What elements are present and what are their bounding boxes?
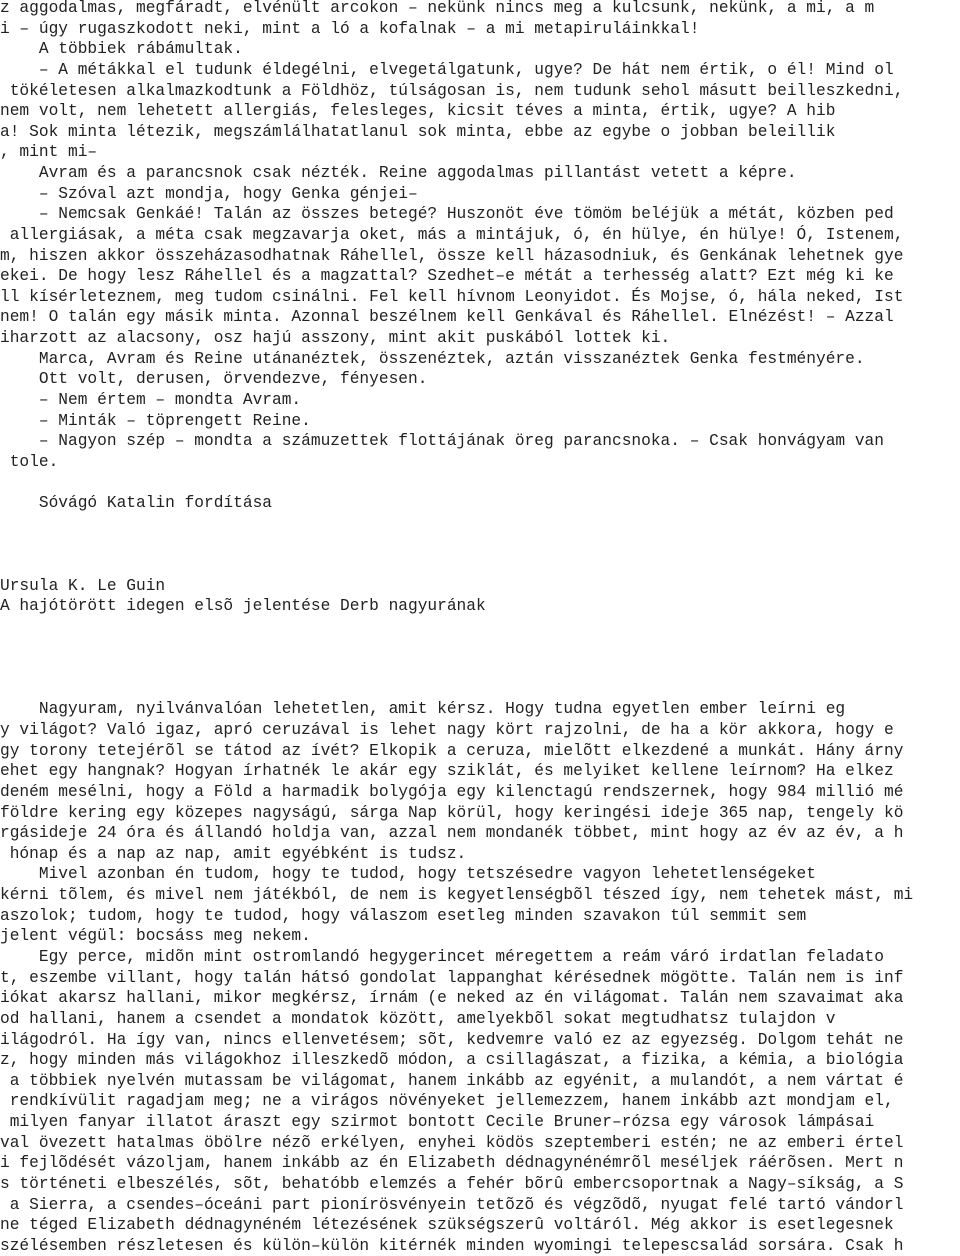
text-line: – Nagyon szép – mondta a számuzettek flottájának öreg parancsnoka. – Csak honvágyam van [0, 432, 884, 450]
text-line: milyen fanyar illatot áraszt egy szirmot bontott Cecile Bruner–rózsa egy városok lámpásai [0, 1113, 875, 1131]
text-line: a Sierra, a csendes–óceáni part pionírösvényein tetõzõ és végzõdõ, nyugat felé tartó vándorl [0, 1196, 904, 1214]
text-line: t, eszembe villant, hogy talán hátsó gondolat lappanghat kérésednek mögötte. Talán nem is inf [0, 969, 904, 987]
text-line: hónap és a nap az nap, amit egyébként is tudsz. [0, 845, 467, 863]
text-line: i fejlõdését vázoljam, hanem inkább az én Elizabeth dédnagynénémrõl meséljek ráérõsen. Mert n [0, 1154, 904, 1172]
text-line: z aggodalmas, megfáradt, elvénült arcokon – nekünk nincs meg a kulcsunk, nekünk, a mi, a m [0, 0, 875, 17]
text-line: ehet egy hangnak? Hogyan írhatnék le akár egy sziklát, és melyiket kellene leírnom? Ha elkez [0, 762, 894, 780]
text-line: Sóvágó Katalin fordítása [0, 494, 272, 512]
text-line: földre kering egy közepes nagyságú, sárga Nap körül, hogy keringési ideje 365 nap, tengely kö [0, 804, 904, 822]
text-line: deném mesélni, hogy a Föld a harmadik bolygója egy kilenctagú rendszernek, hogy 984 millió mé [0, 783, 904, 801]
text-line: , mint mi– [0, 143, 98, 161]
text-line: Egy perce, midõn mint ostromlandó hegygerincet méregettem a reám váró irdatlan feladato [0, 948, 884, 966]
text-line: Mivel azonban én tudom, hogy te tudod, hogy tetszésedre vagyon lehetetlenségeket [0, 865, 816, 883]
text-line: szélésemben részletesen és külön–külön kitérnék minden wyomingi telepescsalád sorsára. Csak h [0, 1237, 904, 1255]
text-line: z, hogy minden más világokhoz illeszkedõ módon, a csillagászat, a fizika, a kémia, a biológia [0, 1051, 904, 1069]
text-line: iharzott az alacsony, osz hajú asszony, mint akit puskából lottek ki. [0, 329, 671, 347]
text-line: a többiek nyelvén mutassam be világomat, hanem inkább az egyénit, a mulandót, a nem vártat é [0, 1072, 904, 1090]
text-line: a! Sok minta létezik, megszámlálhatatlanul sok minta, ebbe az egybe o jobban beleillik [0, 123, 836, 141]
text-line: allergiásak, a méta csak megzavarja oket, más a mintájuk, ó, én hülye, én hülye! Ó, Istenem, [0, 226, 904, 244]
text-line: m, hiszen akkor összeházasodhatnak Ráhellel, össze kell házasodniuk, és Genkának lehetnek gye [0, 247, 904, 265]
text-line: Nagyuram, nyilvánvalóan lehetetlen, amit kérsz. Hogy tudna egyetlen ember leírni eg [0, 700, 846, 718]
text-line: – A métákkal el tudunk éldegélni, elvegetálgatunk, ugye? De hát nem értik, o él! Mind ol [0, 61, 894, 79]
text-line: A többiek rábámultak. [0, 40, 243, 58]
text-line: tole. [0, 453, 59, 471]
text-line: ll kísérleteznem, meg tudom csinálni. Fel kell hívnom Leonyidot. És Mojse, ó, hála neked, Ist [0, 288, 904, 306]
text-line: – Szóval azt mondja, hogy Genka génjei– [0, 185, 418, 203]
text-line: val övezett hatalmas öbölre nézõ erkélyen, enyhei ködös szeptemberi estén; ne az emberi értel [0, 1134, 904, 1152]
text-line: gy torony tetejérõl se tátod az ívét? Elkopik a ceruza, mielõtt elkezdené a munkát. Hány árny [0, 742, 904, 760]
text-line: kérni tõlem, és mivel nem játékból, de nem is kegyetlenségbõl tészed így, nem tehetek mást, mi [0, 886, 914, 904]
text-line: s történeti elbeszélés, sõt, behatóbb elemzés a fehér bõrû embercsoportnak a Nagy–síkság, a S [0, 1175, 904, 1193]
text-line: Marca, Avram és Reine utánanéztek, összenéztek, aztán visszanéztek Genka festményére. [0, 350, 865, 368]
text-line: Ursula K. Le Guin [0, 577, 166, 595]
text-line: – Minták – töprengett Reine. [0, 412, 311, 430]
text-line: rgásideje 24 óra és állandó holdja van, azzal nem mondanék többet, mint hogy az év az év, a h [0, 824, 904, 842]
text-line: jelent végül: bocsáss meg nekem. [0, 927, 311, 945]
text-line: od hallani, hanem a csendet a mondatok között, amelyekbõl sokat megtudhatsz tulajdon v [0, 1010, 836, 1028]
text-line: ilágodról. Ha így van, nincs ellenvetésem; sõt, kedvemre való ez az egyezség. Dolgom tehát ne [0, 1031, 904, 1049]
text-line: Avram és a parancsnok csak nézték. Reine aggodalmas pillantást vetett a képre. [0, 164, 797, 182]
text-line: Ott volt, derusen, örvendezve, fényesen. [0, 370, 428, 388]
text-line: rendkívülit ragadjam meg; ne a virágos növényeket jellemezzem, hanem inkább azt mondjam el, [0, 1092, 894, 1110]
text-line: nem volt, nem lehetett allergiás, felesleges, kicsit téves a minta, értik, ugye? A hib [0, 102, 836, 120]
text-line: iókat akarsz hallani, mikor megkérsz, írnám (e neked az én világomat. Talán nem szavaimat aka [0, 989, 904, 1007]
text-line: – Nemcsak Genkáé! Talán az összes betegé? Huszonöt éve tömöm beléjük a métát, közben ped [0, 205, 894, 223]
text-line: i – úgy rugaszkodott neki, mint a ló a kofalnak – a mi metapiruláinkkal! [0, 20, 700, 38]
text-line: – Nem értem – mondta Avram. [0, 391, 302, 409]
text-line: aszolok; tudom, hogy te tudod, hogy válaszom esetleg minden szavakon túl semmit sem [0, 907, 807, 925]
text-line: tökéletesen alkalmazkodtunk a Földhöz, túlságosan is, nem tudunk sehol másutt beilleszkedni, [0, 82, 904, 100]
text-line: nem! O talán egy másik minta. Azonnal beszélnem kell Genkával és Ráhellel. Elnézést! – Azzal [0, 308, 894, 326]
text-line: ekei. De hogy lesz Ráhellel és a magzattal? Szedhet–e métát a terhesség alatt? Ezt még ki ke [0, 267, 894, 285]
text-line: ne téged Elizabeth dédnagynéném létezésének szükségszerû voltáról. Még akkor is esetlegesnek [0, 1216, 894, 1234]
text-line: A hajótörött idegen elsõ jelentése Derb nagyurának [0, 597, 486, 615]
text-line: y világot? Való igaz, apró ceruzával is lehet nagy kört rajzolni, de ha a kör akkora, hogy e [0, 721, 894, 739]
